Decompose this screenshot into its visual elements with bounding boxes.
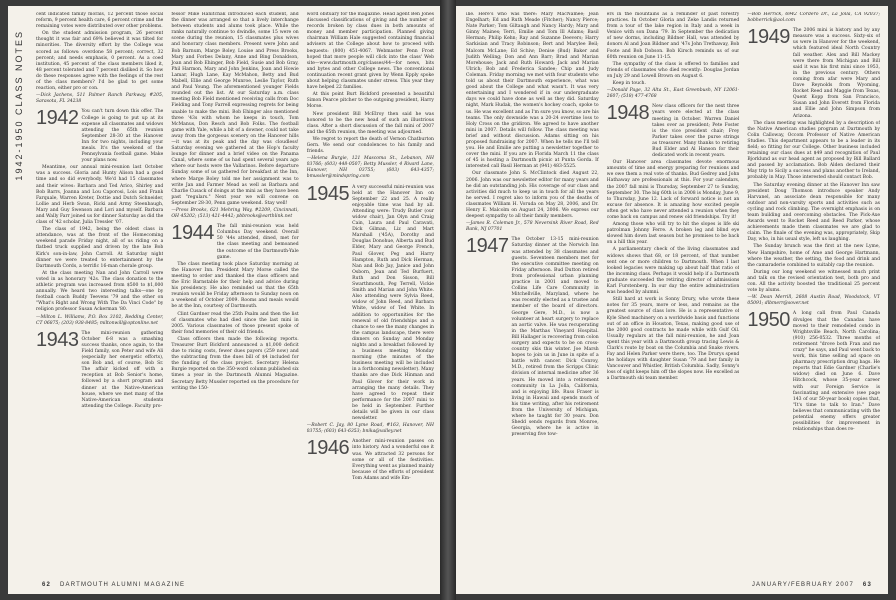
paragraph: ers in the mountains as a reminder of past forestry practices. In October Gloria and Zeke Landis returned from a tour of the lake region in Italy and a week in Venice with son Dana '79. In September the dedication of new dorms, including Bildner Hall, was attended by donors Al and Joan Bildner and '47s John Trethaway, Bob Foote and Bob Dobson. Bob Kirsch reminds us of our 60th reunion on June 11-15.	[606, 12, 740, 60]
paragraph: Keep in touch.	[612, 81, 646, 87]
class-year-1948: 1948	[606, 102, 650, 125]
left-column-3	[307, 12, 434, 572]
paragraph: ilie. Here's who was there: Mary MacNamee; Jean Engelhart; Ed and Ruth Meade (Fitcher); Nancy Pierce; Nate Parker; Tom Giltaugh and Nancy Hardy; Mary and Ginny Maines; Terri, Emilie and Tom Ill Adams; Basil Herman; Philip Kehn; Ray and Suzanne Deevers; Harry Sarkisian and Tracy Robinson; Bert and Marylee Beil; Malcom McLane; Ed Schiw; Denise (Bud) Baker and Judith Welling; Don and Ann Barr; Brad and Marian Morehouse; Jack and Ruth Howard; Jack and Marian Ulrich; Bob and Frederica Sandee; Chip and Judy Coleman. Friday morning we met with four students who told us about their Dartmouth experience, what was good about the College and what wasn't. It was very entertaining and I wondered if in our undergraduate days we could have done as well as they did. Saturday night, Mark Hudak, the women's hockey coach, spoke to us. He was excellent and as I'm sure you know, so are his teams. The only downside was a 20-24 overtime loss to Holy Cross on the gridiron. We agreed to have another mini in 2007. Details will follow. The class meeting was brief and without discussion. Adams sitting on his proposed fundraising for 2007. When he tells me I'll tell you. He and Emilie are putting a newsletter together to cover the mini. If you are in Florida March 11 the class of 45 is hosting a Dartmouth picnic at Punta Gorda. If interested call Basil Herman at (941) 483-5525.	[466, 12, 599, 170]
class-lead-text: The mini-reunion gathering October 6-8 was a smashing success thanks, once again, to the Field family, son Peter and wife Ali (especially her energetic efforts), son Bob and, of course, Bob Sr. The affair kicked off with a reception at Bob Senior's home, followed by a short program and dinner at the Native-American house, where we met many of the Native-American students attending the College. Faculty pro-	[81, 330, 164, 409]
page-footer-left	[36, 582, 185, 588]
class-1950-entry	[747, 311, 880, 433]
class-lead-text: The fall mini-reunion was held Columbus Day weekend. Overall 50 '44s attended, dined, met for the class meeting and bemoaned the outcome of the Dartmouth-Yale game.	[216, 224, 299, 260]
paragraph: word obituary for the magazine. Head agent Ben Jones discussed classifications of giving and the number of records broken by class dues in both amounts of money and member participation. Planned giving chairman William Hale suggested containing financial advisers at the College about how to proceed with bequests: (800) 451-4067. Webmaster Penn Frost hoped that more people will click into the class' Web site—www.dartmouth.org/classes/44—for news, bits and bytes and other College news. The conventional continuation recent grant given by Wenn Epply spoke about helping classmates under stress. This year they have helped 22 families.	[306, 12, 434, 91]
class-year-1944: 1944	[171, 222, 214, 245]
paragraph: The sympathy of the class is offered to families and friends of classmates who died recently: Douglas Jordan on July 29 and Lowell Brown on August 6.	[606, 61, 740, 79]
class-1945-entry	[306, 182, 434, 423]
class-1949-entry	[747, 28, 880, 119]
class-1944-entry	[171, 224, 298, 261]
right-column-1	[466, 12, 599, 572]
class-lead-text: A very successful mini-reunion was held at the Hanover Inn on September 22 and 25. A really enjoyable time was had by all. Attending were: Trudy Butler (our widow chair), Jan Olyn and Craig Cain, Laura and Paul Caravati, Dick Gilman, Liz and Mart Marshall ('45A), Dorothy and Douglas Donohue, Alberta and Bud Elder, Mary and George French, Paul Glover, Peg and Harry Hampton, Ruth and Dick Herman, Nan and Bob Jay, Janice and John Osborn, Jean and Ted Burfuert, Ruth and Don Sisson, Bill Swarthmouth, Peg Terrell, Vickie Smith and Marian and John White. Also attending were Sylvia Reed, widow of John Reed, and Barbara White, widow of Ted White. In addition to opportunities for the renewal of old friendships and a chance to see the many changes in the campus landscape, there were dinners on Sunday and Monday nights and a breakfast followed by a business meeting Monday morning (the minutes of the business meeting will be included in a forthcoming newsletter). Many thanks are due Dick Hinman and Paul Glover for their work in arranging the many details. They have agreed to repeat their performance for the 2007 mini to be held in September. Further details will be given in our class newsletter.	[352, 184, 434, 422]
paragraph: At this point Burt Bickford presented a beautiful Simon Pearce pitcher to the outgoing president, Harry Morse.	[306, 92, 434, 110]
page-footer-right	[752, 582, 878, 588]
class-year-1947: 1947	[466, 235, 509, 258]
spine-gutter	[440, 0, 456, 600]
paragraph: cent indicated family morals, 12 percent those social reform, 9 percent health care, 6 percent crime and the remaining votes were distributed over other problems.	[36, 12, 164, 30]
class-year-1949: 1949	[747, 26, 790, 49]
paragraph: The class meeting was highlighted by a description of the Native American studies program at Dartmouth by Colin Calloway, Occom Professor of Native American Studies. This department appears to be a leader in its field; so fitting for our College. Other business included retaining our class dues at $49 and recognition of Paul Bjorklund as our head agent as proposed by Bill Ballard and passed by acclamation. Bob Alden declared their May trip to Sicily a success and plans another to Ireland, probably in May. Those interested should contact Bob.	[747, 120, 881, 181]
right-page	[456, 6, 888, 594]
class-year-1943: 1943	[36, 328, 79, 351]
issue-date: JANUARY/FEBRUARY 2007	[751, 582, 855, 588]
left-page	[8, 6, 440, 594]
magazine-title: DARTMOUTH ALUMNI MAGAZINE	[59, 582, 186, 588]
signature: —Press Brooks, 621 Mehring Way, #2209, Cincinnati, OH 45202; (513) 421-4442; pbbrooks@earthlink.net	[171, 208, 299, 220]
right-column-2	[607, 12, 740, 572]
signature: —Bob Herrick, 6942 Cordero Dr., La Jolla, CA 92037; bobherrick@aol.com	[747, 12, 881, 24]
class-lead-text: New class officers for the next three years were elected at the class meeting in October. Warren Daniel takes over as president; Pete Foster is the vice president chair; Frey Parker takes over the purse strings as treasurer. Many thanks to retiring Bud Elder and Al Hanson for their dedicated work in recent years.	[652, 104, 740, 159]
paragraph: Class officers then made the following reports. Treasurer Burt Bickford announced a $1,000 deficit due to rising costs, fewer dues payers (259 now) and the subtracting from the dues bill of $4 included for the funding of the class project. Secretary Helena Burgie reported on the 350-word column published six times a year in the Dartmouth Alumni Magazine. Secretary Betty Mussler reported on the procedure for writing the 150-	[171, 336, 299, 391]
paragraph: The Sunday brunch was the first at the new Lyme, New Hampshire, home of Ame and George Hartmann, where the weather, the setting, the food and drink and the camaraderie combined to suitably cap the reunion.	[747, 244, 881, 268]
signature: —James R. Coleman Jr., 578 Neversink River Road, Red Bank, NJ 07701	[466, 221, 599, 233]
paragraph: At the class meeting Nan and John Carroll were voted in as honorary '42s. The class donation to the athletic program was increased from $500 to $1,000 annually. We heard two interesting talks—one by football coach Buddy Teevens '79 and the other on "What's Right and Wrong With The Da Vinci Code" by religion professor Susan Ackerman '80.	[36, 270, 164, 313]
class-notes-sidebar	[14, 30, 34, 220]
paragraph: Meantime, our annual mini-reunion last October was a success. Gloria and Hunty Alison had a good time and so did everybody. We'd had 15 classmates and their wives: Barbara and Ted Arico, Shirley and Bob Barrs, Joanna and Lou Caporosi, Lois and Frank Farquale, Warren Kreter, Dottie and Dutch Schneider, Lollie and Herb Swan, Ricki and Army Steenbaugh, Mary and Guy Swenson and Lori and myself. Barbara and Wally Farr joined us for dinner Saturday as did the class of '42 scholar, Julia Tressler '07.	[36, 165, 164, 226]
class-1943-entry	[36, 328, 164, 410]
signature: —W. Dean Merrill, 2608 Austin Road, Woodstock, VT 05091; dlbmerr@sover.net	[747, 295, 881, 307]
class-1947-entry	[466, 237, 599, 438]
class-lead-text: The 2006 mini is history and by any measure was a success. Sixty-six of us were in Hanover for the weekend, which featured ideal North Country fall weather. Alex and Bill Mackey were there from Michigan and Bill said it was his first mini since 1953, in the previous century. Others coming from afar were Mary and Dave Reynolds from Wyoming, Rocket Reed and Maggie from Texas, Quent Kopp from San Francisco, Susan and John Everett from Florida and Ellie and John Simpson from Arizona.	[792, 28, 881, 119]
signature: —Donald Page, 32 Alta St., East Greenbush, NY 12061-2607; (518) 477-4768	[606, 88, 740, 100]
paragraph: The class meeting took place Saturday morning at the Hanover Inn. President Mary Morse called the meeting to order and thanked the class officers and the Eric Barnstable for their help and advice during his presidency. He also reminded us that the 65th reunion would be Friday afternoon to Sunday noon on a weekend of October 2009. Rooms and meals would be at the Inn, courtesy of Dartmouth.	[171, 261, 299, 310]
left-columns	[36, 12, 434, 572]
class-year-1945: 1945	[306, 182, 350, 205]
paragraph: The class of 1942, being the oldest class in attendance, was at the front of the Homecoming weekend parade Friday night, all of us riding on a flatbed truck supplied and driven by the late Bob Kirk's son-in-law, John Carroll. At Saturday night dinner we were treated to entertainment by the Dartmouth Cords, a terrific 16-man chorale group.	[36, 227, 164, 269]
left-column-2	[171, 12, 298, 572]
class-year-1946: 1946	[306, 437, 350, 460]
class-lead-text: A long call from Paul Canada divulges that the Canadas have moved to their remodeled condo in Wrightsville Beach, North Carolina; (910) 256-0532. Three months of retirement "drove both Fran and me crazy" he says, and Paul went back to work, this time selling ad space on pharmacy prescription drug bags. He reports that Edie Gardner (Charlie's widow) died on June 6. Dave Hitchcock, whose 35-year career with our Foreign Service is fascinating and extensive (see page 143 of our 50-year book) copies that, "It's time to talk to Iran." Dave believes that communicating with the potential enemy offers greater possibilities for improvement in relationships than does re-	[792, 311, 881, 433]
right-column-3	[747, 12, 880, 572]
class-lead-text: You can't turn down this offer. The College is going to put up at its expense all classmates and widows attending the 65th reunion September 28-30 at the Hanover Inn for two nights, including your meals. It's the weekend of the Pennsylvania football game. Make your plans now.	[81, 109, 164, 164]
class-1942-entry	[36, 109, 163, 164]
page-number: 63	[862, 582, 872, 588]
class-year-1942: 1942	[36, 107, 79, 130]
paragraph: Clint Gardner read the 25th Psalm and then the list of classmates who had died since the last mini in 2005. Various classmates of those present spoke of their fond memories of their old friends.	[171, 311, 299, 335]
paragraph: Among those who will try to hit the slopes is life ski patrolman Johnny Ferre. A broken leg and blind eye slowed him down last season but he promises to be back on a hill this year.	[606, 222, 740, 246]
paragraph: fessor Mike Hanitchak introduced each student, and the dinner was arranged so that a lively interchange between students and alums took place. While the ranks naturally continue to dwindle, some 15 were on scene during the reunion, 15 classmates plus wives and honorary class members. Present were John and Bob Barnum, Marge Boley, Louise and Press Brooks, Mary and Forbes Delany, Anne and Bing Donaldson, Joan and Bob Ehinger, Bob Field, Susie and Bob Gray, Phil Harmon, Mary and John Jenkins, Joan and Howie Lamar, Hugh Lane, Kay McMahon, Betty and Bud Mabell, Ellie and George Munroe, Leslie Taylor, Ruth and Paul Young. The aforementioned younger Fields rounded out the list. At our Saturday a.m. class meeting Bob Field mentioned receiving calls from Doc Fielding and Tony Farrell expressing regrets for being unable to make the mini. Bob Ehinger also mentioned three '43s with whom he keeps in touch, Tom McManus, Don Resch and Bob Folks. The football game with Yale, while a bit of a downer, could not take away from the gorgeous scenery on the Hanover hills—it was at its peak and the day was cloudless! Saturday evening we gathered at the Hop's faculty lounge for dinner and a brief video on the Panama Canal, where some of us had spent several years ago where our hosts were the Vallarinos. Before departure Sunday some of us gathered for breakfast at the Inn, where Marge Boley told me her assignment was to write Jan and Farmer Mead as well as Barbara and Charlie Cusack of doings at the mini as they have been past "regulars." Next year we will convene on September 28-30, Penn game weekend. Stay well!	[171, 12, 299, 206]
class-lead-text: The October 13-15 mini-reunion Saturday dinner at the Norwich Inn was attended by 38 classmates and guests. Seventeen members met for the executive committee meeting on Friday afternoon. Bud Dutton retired from professional urban planning practice in 2001 and moved to Collins Life Care Community in Mitchellville, Maryland, where he was recently elected as a trustee and member of the board of directors. George Gere, M.D., is now a volunteer at heart surgery to replace an aortic valve. He was recuperating in the Marthas Vineyard Hospital. Bill Hallager is recovering from colon surgery and expects to be on cross-country skis this winter. Joe Marsh hopes to join us in June in spite of a battle with cancer. Dick Conroy, M.D., retired from the Scripps Clinic division of internal medicine after 36 years. He moved into a retirement community in La Jolla, California, and is enjoying life. Russ Fraser is living in Hawaii and spends much of his time writing, after his retirement from the University of Michigan, where he taught for 30 years. Don Shedd sends regards from Monroe, Georgia, where he is active in preserving five tow-	[511, 237, 599, 438]
signature: —Milton L. Williams, P.O. Box 3102, Redding Center, CT 06875; (203) 938-8485; miltonwill@optonline.net	[36, 314, 164, 326]
class-year-1950: 1950	[747, 309, 790, 332]
signature: —Robert C. Jay, 80 Lyme Road, #163, Hanover, NH 03755; (603) 643-6353; bnika@valley.net	[306, 423, 434, 435]
paragraph: Our classmate John S. McClintock died August 22, 2006. John was our newsletter editor for many years and he did an outstanding job. His coverage of our class and activities did much to keep us in touch for all the years he served. I regret also to inform you of the deaths of classmates William H. Voruda on May 28, 2006, and Dr. Henry E. Malcolm on August 24, 2006. We express our deepest sympathy to all their family members.	[466, 171, 599, 220]
paragraph: We regret to report the death of Vernon Chatburton Gern. We send our condolences to his family and friends.	[306, 136, 434, 155]
paragraph: Our Hanover area classmates devote enormous amounts of time and energy preparing for reunions and we owe them a real vote of thanks. Bud Gedrey and John Hathaway are professionals at this. For your calendars, the 2007 fall mini is Thursday, September 27 to Sunday, September 30. The big 60th is in 2008 is Monday, June 9, to Thursday, June 12. Lack of forward notice is not an excuse for absence. It is amazing how excited people often get who have never attended a reunion when they come back on campus and renew old friendships. Try it!	[606, 160, 740, 220]
class-1948-entry	[607, 104, 740, 159]
signature: —Helena Burgie, 121 Mascoma St., Lebanon, NH 03766; (603) 448-0507; Betty Mussler, 4 Rivard Lane, Hanover, NH 03755; (603) 643-4357; bmussler@mindspring.com	[306, 156, 434, 180]
page-number: 62	[42, 582, 52, 588]
paragraph: New president Bill McElroy then said he was honored to be the new head of such an illustrious class. After a short discussion of the fall mini of 2007 and the 65th reunion, the meeting was adjourned.	[306, 111, 434, 135]
signature: —Dick Jachens, 511 Palmer Ranch Parkway, #205, Sarasota, FL 34238	[36, 93, 164, 105]
paragraph: The Saturday evening dinner at the Hanover Inn saw president Doug Thomson introduce speaker Andy Harvanel, an associate dean responsible for many outdoor and non-varsity sports and activities such as cycling and rock climbing. The overnight emphasis is on team building and overcoming obstacles. The Pick-Axe Awards went to Rocket Reed and Reed Parker, whose achievements made them classmates we are glad to claim. The finale of the evening was, appropriately, Skip Day, who, in his usual style, left us laughing.	[747, 182, 881, 243]
right-columns	[466, 12, 880, 572]
paragraph: Still hard at work is Sonny Drury, who wrote these notes for 35 years, more or less, and remains as the greatest source of class lore. He is a representative of Kyle Shed machinery on a worldwide basis and functions out of an office in Houston, Texas, making good use of the 2000 good contracts he made while with Gulf Oil. Usually regulars at the fall mini-reunion, he and Joan spent this year with a Dartmouth group tracing Lewis & Clark's route by boat on the Columbia and Snake rivers. Fay and Helen Parker were there, too. The Drurys spend the holidays with daughter Susan '79 and her family in Vancouver and Whistler, British Columbia. Sadly, Sonny's loss of sight keeps him off the slopes now. He excelled as a Dartmouth ski team member.	[606, 297, 740, 382]
class-1946-entry	[307, 439, 434, 482]
paragraph: During our long weekend we witnessed much print and talk on the revised orientation test, both pro and con. All the activity boosted the traditional 25 percent vote by alums.	[747, 269, 881, 294]
class-lead-text: Another mini-reunion passes on into history. And a wonderful one it was. We attracted 32 persons for some or all of the festivities. Everything went as planned mainly because of the efforts of president Tom Adams and wife Em-	[352, 439, 434, 481]
paragraph: A parliamentary check of the living classmates and widows shows that 68, or 18 percent, of that number sent one or more children to Dartmouth. When I last looked legacies were making up about half that ratio of the incoming class. Perhaps it would help if a Dartmouth graduate succeeded the retiring director of admissions Karl Furstenberg. In our day the entire administration was headed by alumni.	[606, 247, 740, 296]
left-column-1	[36, 12, 163, 572]
paragraph: On the student admission program, 26 percent thought it was fair and 69% believed it was tilted for minorities. The diversity effort by the College was scored as follows: overdone 58 percent; correct, 32 percent; and needs emphasis, 0 percent. As a coed institution, 45 percent of the class members liked it, 48 percent tolerated and 7 percent disliked it. So how do these responses agree with the feelings of the rest of the class members? I'd be glad to get some reaction, either pro or con.	[36, 31, 164, 92]
sidebar-label: 1942-1950 CLASS NOTES	[14, 30, 24, 181]
